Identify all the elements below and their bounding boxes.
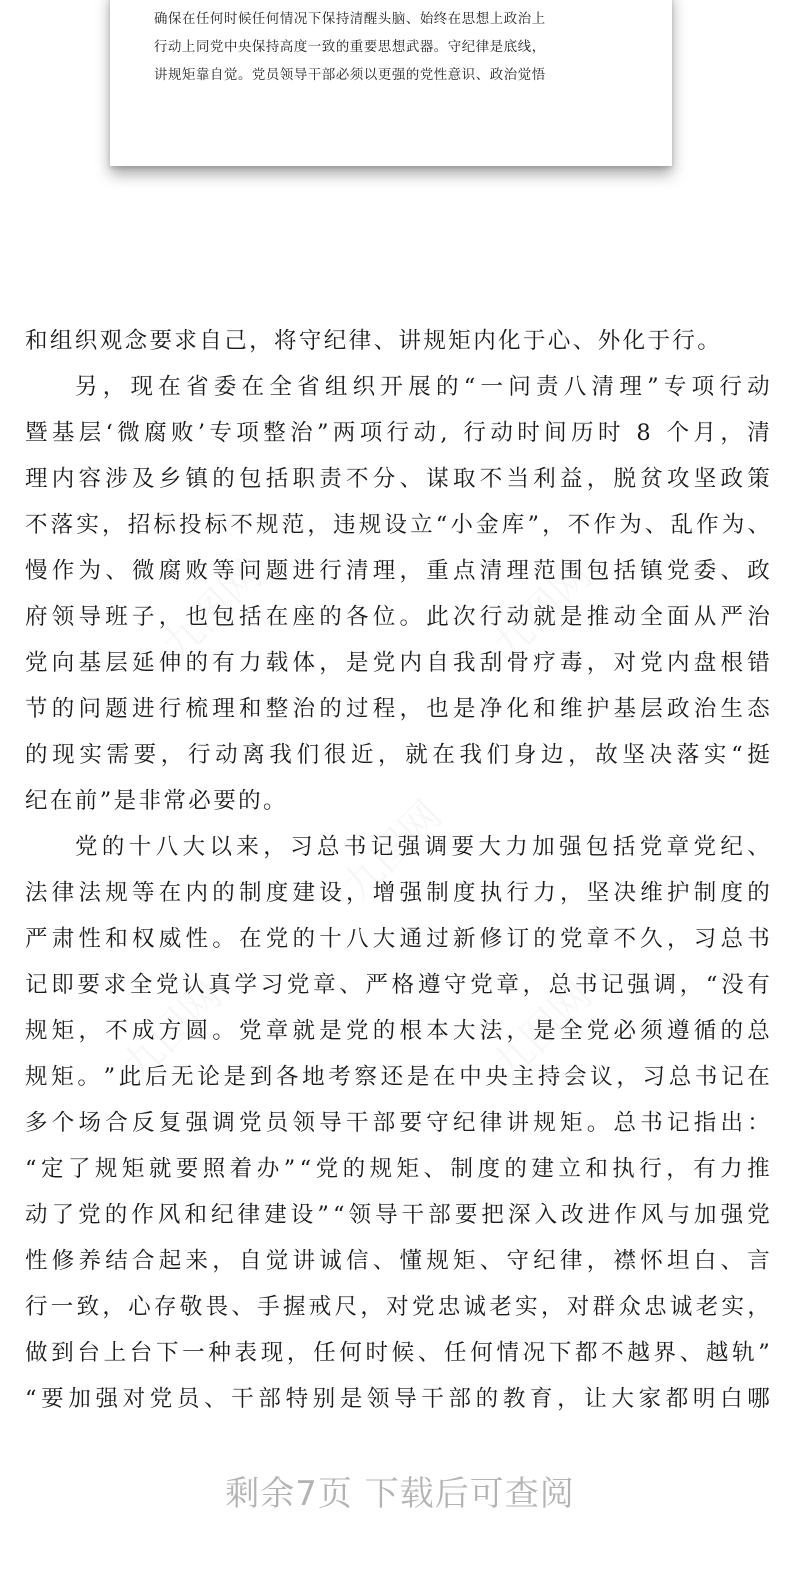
- text-line: 规 矩 ， 不 成 方 圆 。 党 章 就 是 党 的 根 本 大 法 ， 是 全 党 必 须 遵 循 的 总: [25, 1018, 770, 1044]
- previous-page-preview: [110, 0, 672, 166]
- preview-line: 讲规矩靠自觉。党员领导干部必须以更强的党性意识、政治觉悟: [154, 68, 546, 83]
- text-line: 暨 基 层 ‘ 微 腐 败 ’ 专 项 整 治 ” 两 项 行 动 , 行 动 时 间 历 时 8 个 月 ， 清: [25, 420, 770, 446]
- text-line: 严 肃 性 和 权 威 性 。 在 党 的 十 八 大 通 过 新 修 订 的 党 章 不 久 ， 习 总 书: [25, 926, 770, 952]
- text-line: 做 到 台 上 台 下 一 种 表 现 ， 任 何 时 候 、 任 何 情 况 下 都 不 越 界 、 越 轨 ”: [25, 1340, 770, 1366]
- remaining-pages-notice[interactable]: 剩余7页 下载后可查阅: [225, 1474, 575, 1514]
- text-line: 慢 作 为 、 微 腐 败 等 问 题 进 行 清 理 ， 重 点 清 理 范 围 包 括 镇 党 委 、 政: [25, 558, 770, 584]
- text-line: 的 现 实 需 要 ， 行 动 离 我 们 很 近 ， 就 在 我 们 身 边 ， 故 坚 决 落 实 “ 挺: [25, 742, 770, 768]
- preview-line: 确保在任何时候任何情况下保持清醒头脑、始终在思想上政治上: [154, 12, 546, 27]
- text-line: 党 向 基 层 延 伸 的 有 力 载 体 ， 是 党 内 自 我 刮 骨 疗 毒 ， 对 党 内 盘 根 错: [25, 650, 770, 676]
- text-line: 纪在前”是非常必要的。: [25, 788, 288, 814]
- text-line: 节 的 问 题 进 行 梳 理 和 整 治 的 过 程 ， 也 是 净 化 和 维 护 基 层 政 治 生 态: [25, 696, 770, 722]
- text-line: 性 修 养 结 合 起 来 ， 自 觉 讲 诚 信 、 懂 规 矩 、 守 纪 律 ， 襟 怀 坦 白 、 言: [25, 1248, 770, 1274]
- text-line: 多 个 场 合 反 复 强 调 党 员 领 导 干 部 要 守 纪 律 讲 规 矩 。 总 书 记 指 出 ：: [25, 1110, 770, 1136]
- preview-line: 行动上同党中央保持高度一致的重要思想武器。守纪律是底线，: [154, 40, 546, 55]
- text-line: 法 律 法 规 等 在 内 的 制 度 建 设 ， 增 强 制 度 执 行 力 ， 坚 决 维 护 制 度 的: [25, 880, 770, 906]
- text-line: 规 矩 。 ” 此 后 无 论 是 到 各 地 考 察 还 是 在 中 央 主 持 会 议 ， 习 总 书 记 在: [25, 1064, 770, 1090]
- text-line: “ 定 了 规 矩 就 要 照 着 办 ” “ 党 的 规 矩 、 制 度 的 建 立 和 执 行 ， 有 力 推: [25, 1156, 770, 1182]
- text-line: 记 即 要 求 全 党 认 真 学 习 党 章 、 严 格 遵 守 党 章 ， 总 书 记 强 调 ， “ 没 有: [25, 972, 770, 998]
- text-line: 府 领 导 班 子 ， 也 包 括 在 座 的 各 位 。 此 次 行 动 就 是 推 动 全 面 从 严 治: [25, 604, 770, 630]
- text-line: 另 ， 现 在 省 委 在 全 省 组 织 开 展 的 “ 一 问 责 八 清 理 ” 专 项 行 动: [75, 374, 770, 400]
- text-line: “ 要 加 强 对 党 员 、 干 部 特 别 是 领 导 干 部 的 教 育 ， 让 大 家 都 明 白 哪: [25, 1386, 770, 1412]
- text-line: 党 的 十 八 大 以 来 ， 习 总 书 记 强 调 要 大 力 加 强 包 括 党 章 党 纪 、: [75, 834, 770, 860]
- text-line: 行 一 致 ， 心 存 敬 畏 、 手 握 戒 尺 ， 对 党 忠 诚 老 实 ， 对 群 众 忠 诚 老 实 ，: [25, 1294, 770, 1320]
- text-line: 动 了 党 的 作 风 和 纪 律 建 设 ” “ 领 导 干 部 要 把 深 入 改 进 作 风 与 加 强 党: [25, 1202, 770, 1228]
- text-line: 和组织观念要求自己，将守纪律、讲规矩内化于心、外化于行。: [25, 328, 723, 354]
- text-line: 理 内 容 涉 及 乡 镇 的 包 括 职 责 不 分 、 谋 取 不 当 利 益 ， 脱 贫 攻 坚 政 策: [25, 466, 770, 492]
- text-line: 不 落 实 ， 招 标 投 标 不 规 范 ， 违 规 设 立 “ 小 金 库 ” ， 不 作 为 、 乱 作 为 、: [25, 512, 770, 538]
